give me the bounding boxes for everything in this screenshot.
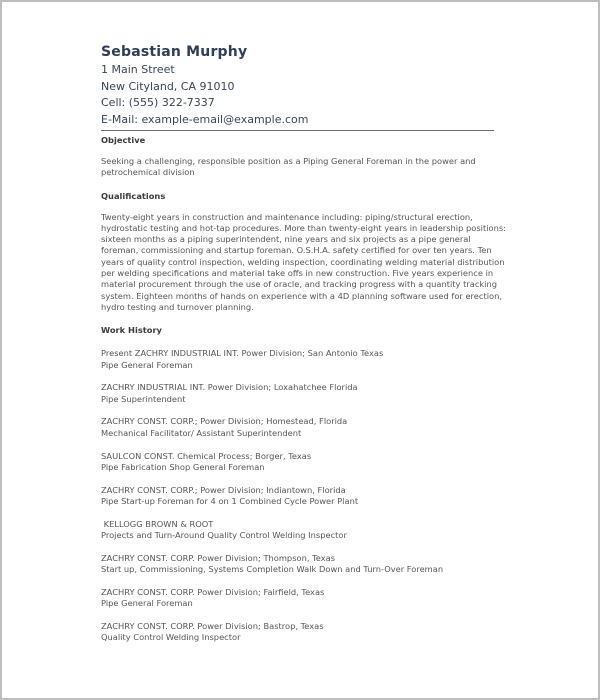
job-employer: ZACHRY CONST. CORP. Power Division; Fairfield, Texas — [101, 586, 325, 597]
address-line-1: 1 Main Street — [101, 63, 175, 76]
job-entry — [101, 416, 511, 439]
job-title: Mechanical Facilitator/ Assistant Superintendent — [101, 427, 302, 438]
job-title: Pipe Superintendent — [101, 393, 186, 404]
job-title: Quality Control Welding Inspector — [101, 632, 241, 643]
email: E-Mail: example-email@example.com — [101, 112, 309, 126]
job-employer: ZACHRY CONST. CORP.; Power Division; Homestead, Florida — [101, 416, 348, 427]
job-title: Start up, Commissioning, Systems Completion Walk Down and Turn-Over Foreman — [101, 564, 444, 575]
job-employer: ZACHRY CONST. CORP. Power Division; Thompson, Texas — [101, 552, 336, 563]
address-line-2: New Cityland, CA 91010 — [101, 79, 235, 93]
job-entry — [101, 553, 511, 576]
resume-content — [101, 42, 511, 644]
job-entry — [101, 485, 511, 508]
header-separator — [101, 130, 494, 131]
job-entry — [101, 348, 511, 371]
job-employer: ZACHRY INDUSTRIAL INT. Power Division; Loxahatchee Florida — [101, 382, 358, 393]
cell-phone: Cell: (555) 322-7337 — [101, 96, 215, 109]
objective-heading: Objective — [101, 135, 146, 145]
job-employer: Present ZACHRY INDUSTRIAL INT. Power Division; San Antonio Texas — [101, 348, 384, 359]
job-entry — [101, 519, 511, 542]
job-employer: KELLOGG BROWN & ROOT — [101, 518, 214, 529]
job-employer: ZACHRY CONST. CORP.; Power Division; Indiantown, Florida — [101, 484, 346, 495]
job-entry — [101, 587, 511, 610]
candidate-name: Sebastian Murphy — [101, 44, 248, 60]
job-entry — [101, 621, 511, 644]
job-entry — [101, 451, 511, 474]
job-title: Pipe General Foreman — [101, 359, 193, 370]
qualifications-text: Twenty-eight years in construction and maintenance including: piping/structural erection, hydrostatic testing and hot-tap procedures. More than twenty-eight years in leadership positions: sixteen months as a piping superintendent, nine years and six projects as a pipe general foreman, commissioning and startup foreman. O.S.H.A. safety certified for over ten years. Ten years of quality control inspection, welding inspection, coordinating welding material distribution per welding specifications and material take offs in new construction. Five years experience in material procurement through the use of oracle, and tracking progress with a quantity tracking system. Eighteen months of hands on experience with a 4D planning software used for erection, hydro testing and turnover planning. — [101, 211, 506, 312]
job-employer: ZACHRY CONST. CORP. Power Division; Bastrop, Texas — [101, 621, 324, 632]
objective-text: Seeking a challenging, responsible position as a Piping General Foreman in the power and petrochemical division — [101, 156, 476, 178]
job-title: Pipe General Foreman — [101, 598, 193, 609]
job-employer: SAULCON CONST. Chemical Process; Borger, Texas — [101, 450, 312, 461]
job-title: Pipe Start-up Foreman for 4 on 1 Combined Cycle Power Plant — [101, 495, 359, 506]
qualifications-heading: Qualifications — [101, 190, 166, 201]
work-history-heading: Work History — [101, 325, 162, 336]
job-title: Projects and Turn-Around Quality Control Welding Inspector — [101, 530, 347, 541]
job-entry — [101, 382, 511, 405]
job-title: Pipe Fabrication Shop General Foreman — [101, 461, 265, 472]
